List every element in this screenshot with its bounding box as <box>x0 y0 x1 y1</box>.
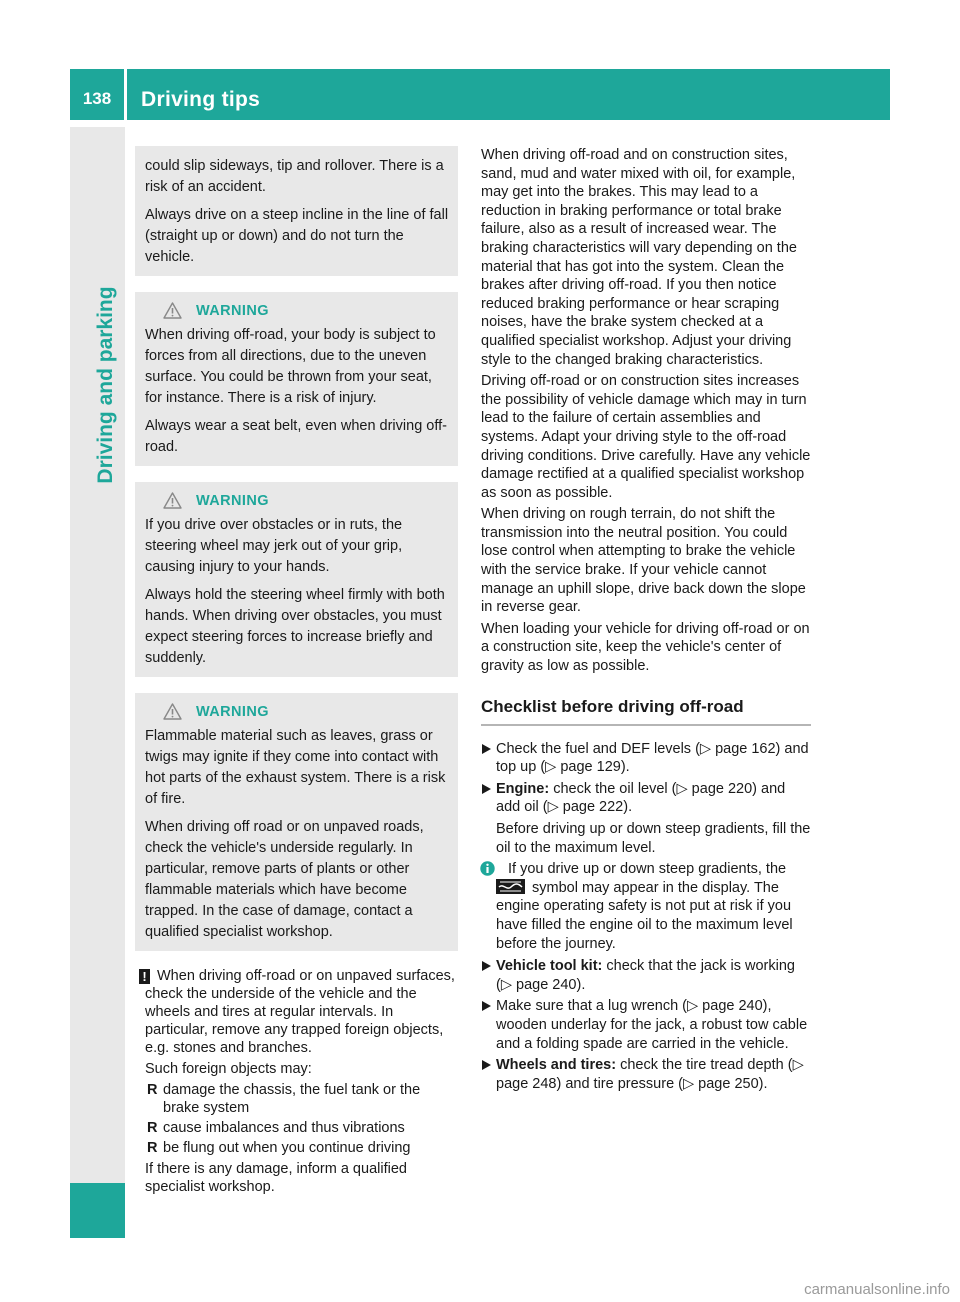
note-paragraph: When driving off-road or on unpaved surfaces, check the underside of the vehicle and the wheels and tires at regular intervals. In particular, remove any trapped foreign objects, e.g. stones and branches. <box>145 968 455 1056</box>
page-title: Driving tips <box>141 88 261 111</box>
side-tab <box>70 127 125 1183</box>
bullet-icon: R <box>147 1082 158 1098</box>
list-item: R cause imbalances and thus vibrations <box>147 1120 405 1136</box>
watermark[interactable]: carmanualsonline.info <box>804 1281 950 1298</box>
warning-header <box>145 703 450 720</box>
body-paragraph: Driving off-road or on construction sites increases the possibility of vehicle damage which may in turn lead to the failure of certain assemblies and systems. Adapt your driving style to the off-road driving conditions. Drive carefully. Have any vehicle damage rectified at a qualified specialist workshop as soon as possible. <box>481 373 811 501</box>
warning-paragraph: When driving off road or on unpaved roads, check the vehicle's underside regularly. In particular, remove parts of plants or other flammable materials which have become trapped. In the case of damage, contact a qualified specialist workshop. <box>145 819 424 940</box>
warning-triangle-icon <box>163 492 182 509</box>
list-item: R be flung out when you continue driving <box>147 1140 411 1156</box>
step-label: Wheels and tires: <box>496 1057 617 1074</box>
exclamation-icon: ! <box>139 969 150 984</box>
warning-paragraph: When driving off-road, your body is subject to forces from all directions, due to the uneven surface. You could be thrown from your seat, for instance. There is a risk of injury. <box>145 327 436 406</box>
intro-paragraph: Always drive on a steep incline in the line of fall (straight up or down) and do not turn the vehicle. <box>145 207 449 265</box>
left-column <box>135 146 458 1199</box>
bullet-list <box>145 1081 458 1157</box>
info-text: If you drive up or down steep gradients, the <box>508 861 787 878</box>
section-divider <box>481 724 811 726</box>
step-label: Engine: <box>496 780 550 797</box>
note-closing: If there is any damage, inform a qualified specialist workshop. <box>145 1161 407 1195</box>
warning-box-steering <box>135 482 458 677</box>
warning-paragraph: Always wear a seat belt, even when driving off-road. <box>145 418 447 455</box>
list-item: R damage the chassis, the fuel tank or the brake system <box>147 1082 421 1116</box>
warning-paragraph: Always hold the steering wheel firmly with both hands. When driving over obstacles, you must expect steering forces to increase briefly and suddenly. <box>145 587 445 666</box>
warning-label: WARNING <box>196 302 269 319</box>
side-tab-label: Driving and parking <box>94 286 117 484</box>
warning-paragraph: Flammable material such as leaves, grass or twigs may ignite if they come into contact with hot parts of the exhaust system. There is a risk of fire. <box>145 728 446 807</box>
checklist-step-tool-kit: Vehicle tool kit: check that the jack is working (▷ page 240). <box>481 957 811 994</box>
warning-triangle-icon <box>163 302 182 319</box>
step-arrow-icon <box>481 1056 493 1074</box>
oil-level-icon <box>496 879 525 894</box>
info-text: symbol may appear in the display. The engine operating safety is not put at risk if you have filled the engine oil to the maximum level before the journey. <box>496 879 793 952</box>
step-arrow-icon <box>481 957 493 975</box>
step-arrow-icon <box>481 780 493 798</box>
body-paragraph: When driving off-road and on construction sites, sand, mud and water mixed with oil, for example, may get into the brakes. This may lead to a reduction in braking performance or total brake failure, also as a result of increased wear. The braking characteristics will vary depending on the material that has got into the system. Clean the brakes after driving off-road. If you then notice reduced braking performance or hear scraping noises, have the brake system checked at a qualified specialist workshop. Adjust your driving style to the changed braking characteristics. <box>481 147 797 368</box>
note-list-intro: Such foreign objects may: <box>145 1061 312 1077</box>
warning-header <box>145 492 450 509</box>
warning-triangle-icon <box>163 703 182 720</box>
right-column <box>481 146 811 1096</box>
intro-paragraph: could slip sideways, tip and rollover. There is a risk of an accident. <box>145 158 444 195</box>
body-paragraph: When loading your vehicle for driving off-road or on a construction site, keep the vehicle's center of gravity as low as possible. <box>481 620 810 675</box>
checklist-step-fuel: Check the fuel and DEF levels (▷ page 162) and top up (▷ page 129). <box>481 740 811 777</box>
intro-box <box>135 146 458 276</box>
warning-label: WARNING <box>196 703 269 720</box>
checklist-step-tires: Wheels and tires: check the tire tread depth (▷ page 248) and tire pressure (▷ page 250). <box>481 1056 811 1093</box>
body-paragraph: When driving on rough terrain, do not shift the transmission into the neutral position. You could lose control when attempting to brake the vehicle with the service brake. If your vehicle cannot manage an uphill slope, drive back down the slope in reverse gear. <box>481 506 806 616</box>
side-tab-marker <box>70 1183 125 1238</box>
section-heading: Checklist before driving off-road <box>481 696 744 716</box>
checklist-step-engine: Engine: check the oil level (▷ page 220) and add oil (▷ page 222). Before driving up or down steep gradients, fill the oil to the maximum level. <box>481 780 811 857</box>
checklist-step-equipment: Make sure that a lug wrench (▷ page 240), wooden underlay for the jack, a robust tow cable and a folding spade are carried in the vehicle. <box>481 997 811 1053</box>
bullet-icon: R <box>147 1140 158 1156</box>
warning-header <box>145 302 450 319</box>
info-icon <box>480 861 495 876</box>
bullet-icon: R <box>147 1120 158 1136</box>
warning-label: WARNING <box>196 492 269 509</box>
warning-box-seat-belt <box>135 292 458 466</box>
material-damage-note <box>135 967 458 1196</box>
step-arrow-icon <box>481 997 493 1015</box>
warning-paragraph: If you drive over obstacles or in ruts, the steering wheel may jerk out of your grip, causing injury to your hands. <box>145 517 403 575</box>
page-number: 138 <box>82 89 112 108</box>
step-arrow-icon <box>481 740 493 758</box>
step-label: Vehicle tool kit: <box>496 958 603 975</box>
warning-box-fire <box>135 693 458 951</box>
header-separator <box>124 69 127 120</box>
step-detail: Before driving up or down steep gradients, fill the oil to the maximum level. <box>496 821 811 856</box>
info-note <box>481 860 811 953</box>
